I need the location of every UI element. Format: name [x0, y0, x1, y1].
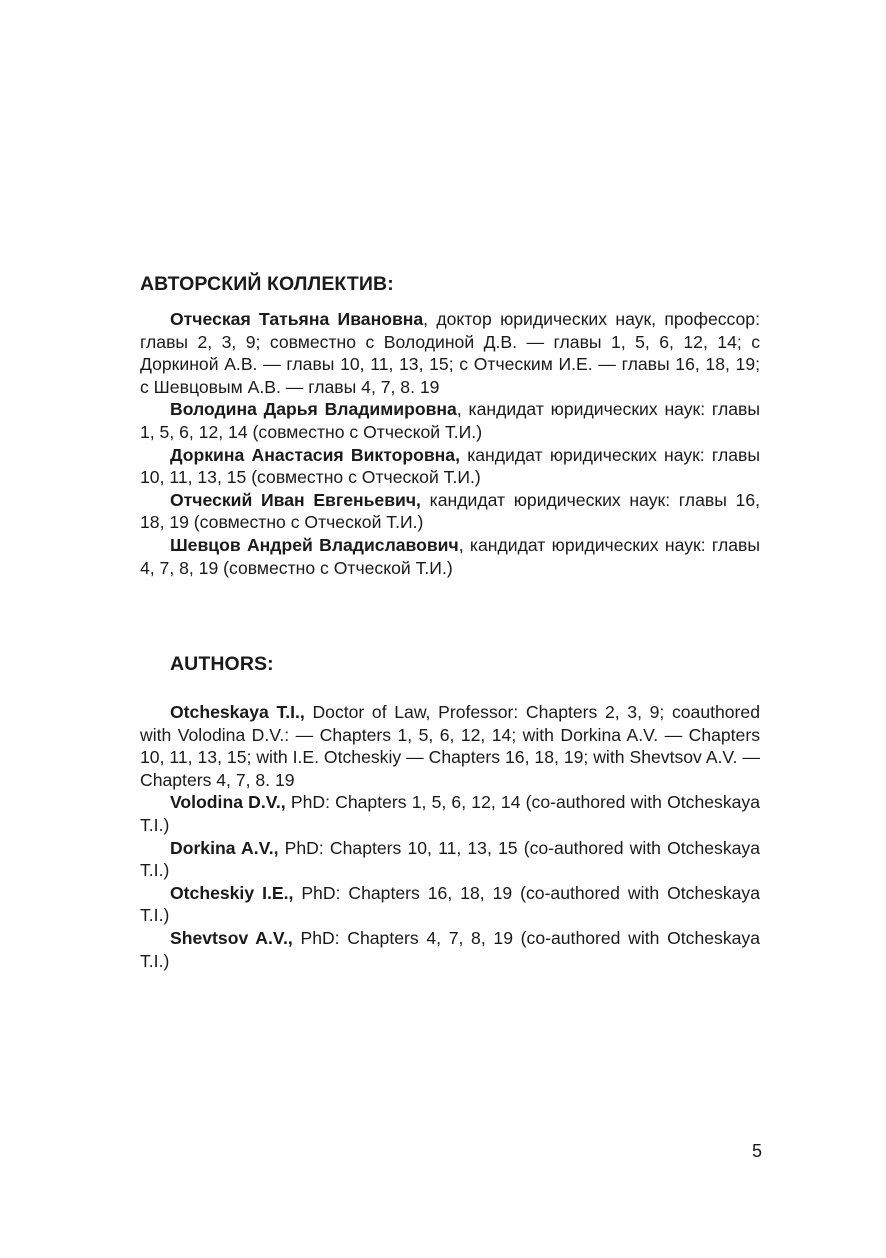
author-name: Володина Дарья Владимировна [170, 399, 457, 420]
author-name: Dorkina A.V., [170, 837, 279, 858]
author-entry [140, 701, 760, 791]
author-name: Отческая Татьяна Ивановна [170, 309, 424, 329]
author-details: кандидат юридических наук: главы 10, 11, 13, 15 (совместно с Отческой Т.И.) [140, 444, 760, 488]
author-details: PhD: Chapters 16, 18, 19 (co-authored with Otcheskaya T.I.) [140, 882, 760, 926]
section-heading-english: AUTHORS: [170, 653, 274, 675]
authors-section-russian [140, 272, 760, 579]
author-entry [140, 398, 760, 443]
author-details: , кандидат юридических наук: главы 4, 7, 8, 19 (совместно с Отческой Т.И.) [140, 534, 760, 578]
authors-section-english [140, 652, 760, 972]
author-entry [140, 308, 760, 398]
author-entry [140, 791, 760, 836]
author-entry [140, 534, 760, 579]
author-entry [140, 927, 760, 972]
author-entry [140, 489, 760, 534]
author-name: Otcheskiy I.E., [170, 882, 294, 903]
author-name: Otcheskaya T.I., [170, 702, 305, 722]
author-name: Shevtsov A.V., [170, 927, 293, 948]
author-details: PhD: Chapters 4, 7, 8, 19 (co-authored with Otcheskaya T.I.) [140, 927, 761, 971]
author-details: , кандидат юридических наук: главы 1, 5, 6, 12, 14 (совместно с Отческой Т.И.) [140, 399, 760, 442]
author-entry [140, 882, 760, 927]
author-name: Доркина Анастасия Викторовна, [170, 444, 460, 465]
page-number: 5 [752, 1141, 763, 1161]
section-heading-russian: АВТОРСКИЙ КОЛЛЕКТИВ: [140, 273, 394, 295]
author-details: , доктор юридических наук, профессор: главы 2, 3, 9; совместно с Володиной Д.В. — главы 1, 5, 6, 12, 14; с Доркиной А.В. — главы 10, 11, 13, 15; с Отческим И.Е. — главы 16, 18, 19; с Шевцовым А.В. — главы 4, 7, 8. 19 [140, 309, 760, 397]
author-entry [140, 444, 760, 489]
author-name: Отческий Иван Евгеньевич, [170, 489, 421, 510]
author-entry [140, 837, 760, 882]
author-details: Doctor of Law, Professor: Chapters 2, 3, 9; coauthored with Volodina D.V.: — Chapters 1, 5, 6, 12, 14; with Dorkina A.V. — Chapters 10, 11, 13, 15; with I.E. Otcheskiy — Chapters 16, 18, 19; with Shevtsov A.V. — Chapters 4, 7, 8. 19 [140, 702, 760, 790]
author-name: Volodina D.V., [170, 792, 286, 813]
author-name: Шевцов Андрей Владиславович [170, 534, 459, 555]
author-details: кандидат юридических наук: главы 16, 18, 19 (совместно с Отческой Т.И.) [140, 489, 761, 533]
author-details: PhD: Chapters 1, 5, 6, 12, 14 (co-authored with Otcheskaya T.I.) [140, 792, 760, 835]
author-details: PhD: Chapters 10, 11, 13, 15 (co-authored with Otcheskaya T.I.) [140, 837, 760, 881]
